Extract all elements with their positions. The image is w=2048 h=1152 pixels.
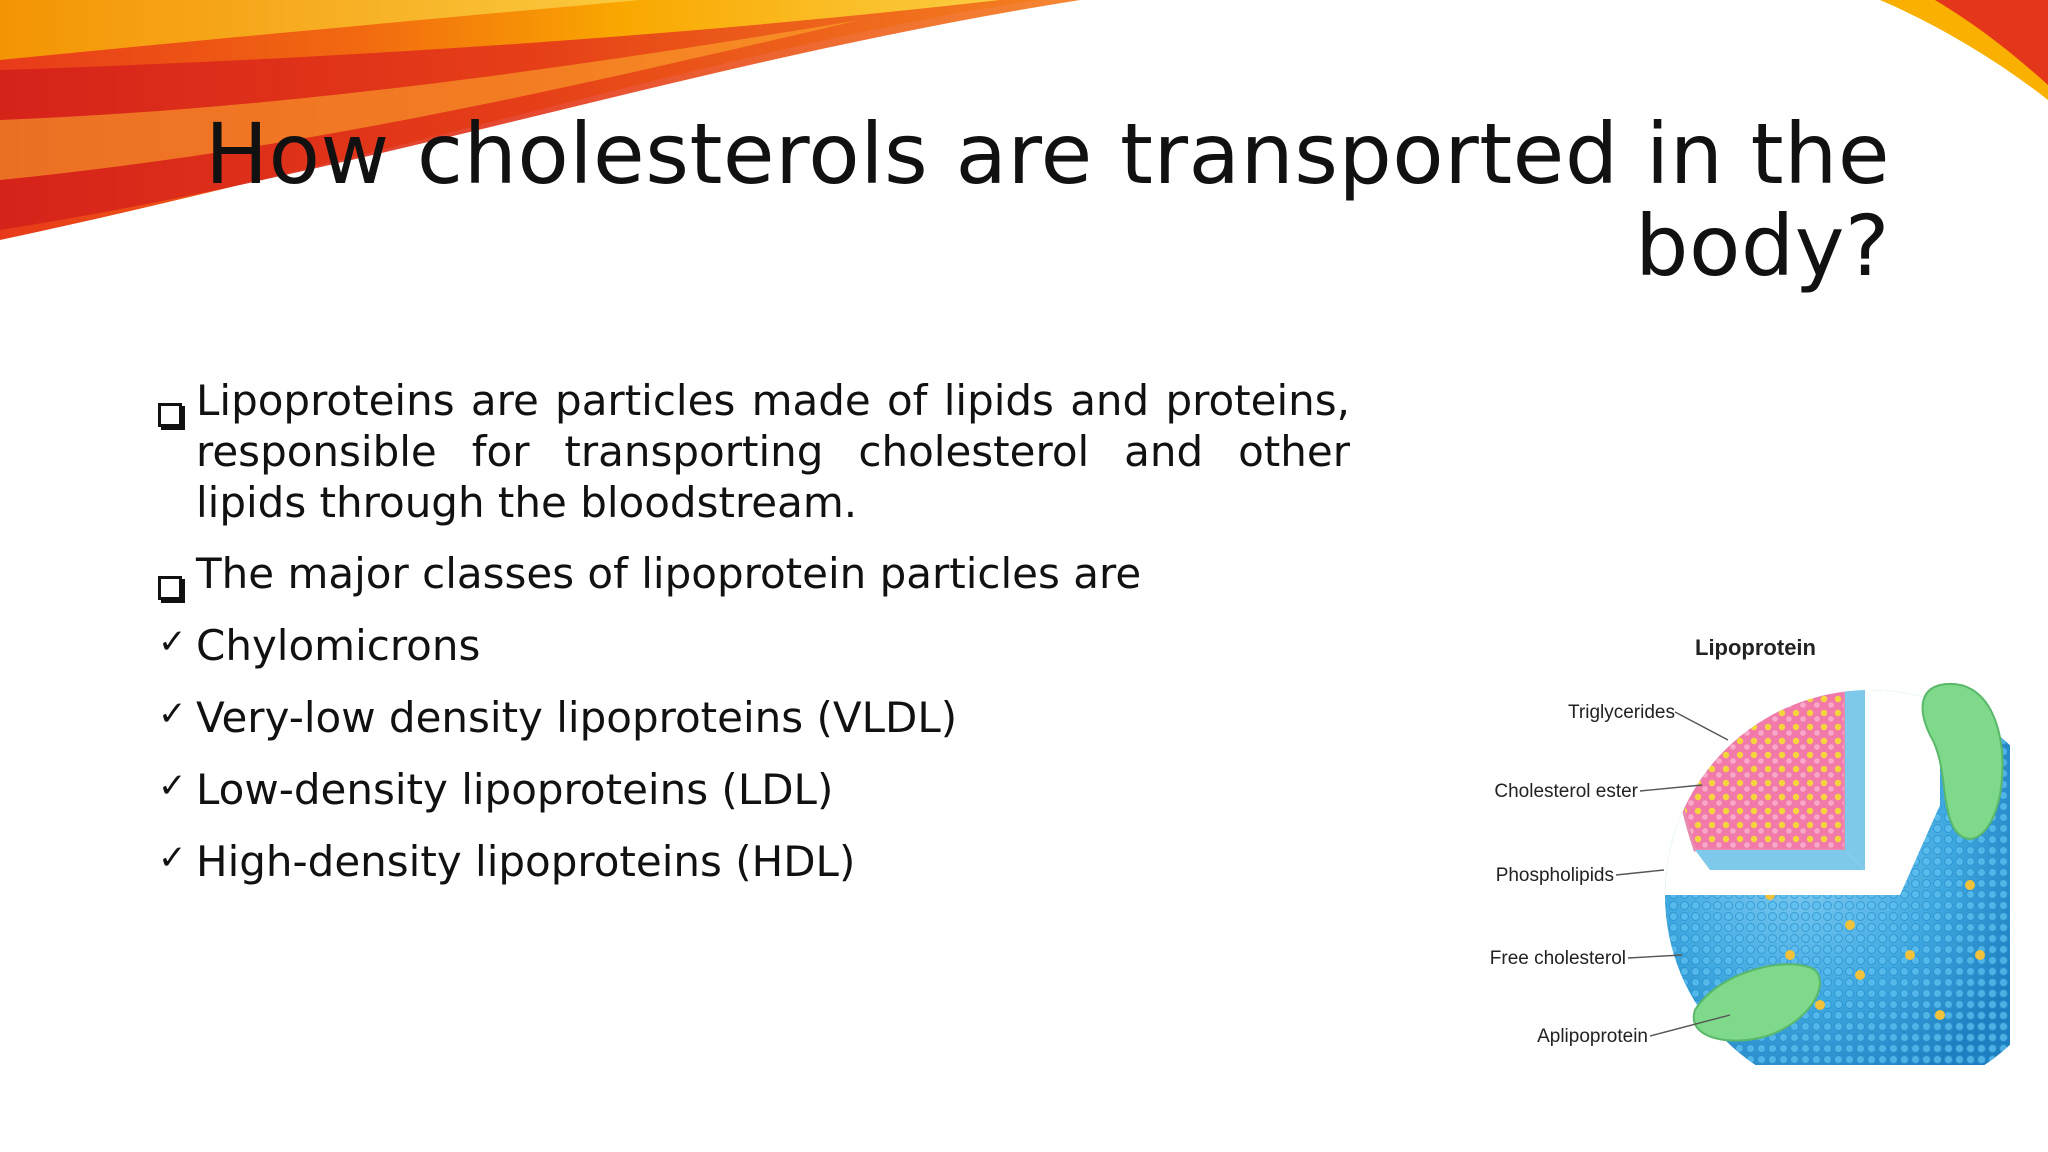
label-cholesterol-ester: Cholesterol ester xyxy=(1494,781,1638,802)
bullet-item xyxy=(158,764,1350,815)
checkmark-icon: ✓ xyxy=(158,838,187,878)
lipoprotein-diagram xyxy=(1470,625,2010,1065)
bullet-text: The major classes of lipoprotein particles are xyxy=(196,549,1142,598)
bullet-item xyxy=(158,375,1350,528)
bullet-list xyxy=(158,375,1350,887)
bullet-text: Chylomicrons xyxy=(196,621,481,670)
slide-title: How cholesterols are transported in the body? xyxy=(204,105,1890,295)
bullet-item xyxy=(158,548,1350,599)
label-triglycerides: Triglycerides xyxy=(1568,702,1675,723)
diagram-title: Lipoprotein xyxy=(1695,635,1816,660)
checkmark-icon: ✓ xyxy=(158,622,187,662)
label-apolipoprotein: Aplipoprotein xyxy=(1537,1026,1648,1047)
bullet-item xyxy=(158,620,1350,671)
checkmark-icon: ✓ xyxy=(158,766,187,806)
label-free-cholesterol: Free cholesterol xyxy=(1489,948,1626,969)
bullet-text: Very-low density lipoproteins (VLDL) xyxy=(196,693,958,742)
checkmark-icon: ✓ xyxy=(158,694,187,734)
bullet-item xyxy=(158,692,1350,743)
bullet-text: Low-density lipoproteins (LDL) xyxy=(196,765,834,814)
bullet-item xyxy=(158,836,1350,887)
checkbox-bullet-icon xyxy=(158,560,196,611)
checkbox-bullet-icon xyxy=(158,387,196,438)
bullet-text: Lipoproteins are particles made of lipids and proteins, responsible for transporting cholesterol and other lipids through the bloodstream. xyxy=(196,376,1350,527)
label-phospholipids: Phospholipids xyxy=(1495,865,1614,886)
bullet-text: High-density lipoproteins (HDL) xyxy=(196,837,856,886)
